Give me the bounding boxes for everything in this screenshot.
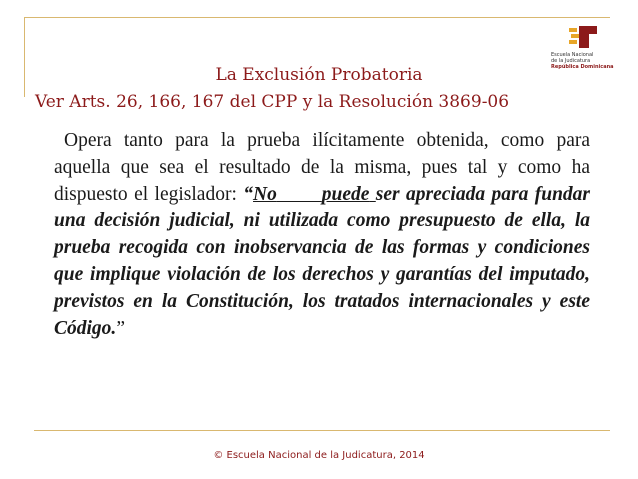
quote-underlined-word-2: puede bbox=[321, 183, 370, 205]
logo-line-2: de la Judicatura bbox=[551, 58, 591, 65]
quote-close-mark: ” bbox=[116, 317, 125, 339]
slide-subtitle: Ver Arts. 26, 166, 167 del CPP y la Resolución 3869-06 bbox=[35, 92, 510, 112]
body-plain-text: Opera tanto para la prueba ilícitamente obtenida, como para aquella que sea el resultado de la misma, pues tal y como ha dispuesto el legislador: bbox=[54, 130, 590, 205]
quote-open-mark: “ bbox=[243, 183, 254, 205]
logo-line-3: República Dominicana bbox=[551, 64, 614, 71]
quote-rest-text: ser apreciada para fundar una decisión judicial, ni utilizada como presupuesto de ella, la prueba recogida con inobservancia de las formas y condiciones que implique violación de los derechos y garantías del imputado, previstos en la Constitución, los tratados internacionales y este Código. bbox=[54, 183, 591, 339]
footer-copyright: © Escuela Nacional de la Judicatura, 2014 bbox=[213, 450, 425, 461]
logo-mark-icon bbox=[569, 26, 599, 50]
legal-quote bbox=[54, 184, 590, 339]
slide-title: La Exclusión Probatoria bbox=[215, 65, 423, 85]
bottom-rule bbox=[34, 430, 610, 431]
quote-underlined-word-1: No bbox=[253, 183, 277, 205]
body-paragraph bbox=[54, 128, 590, 342]
top-rule bbox=[24, 17, 610, 18]
logo-line-1: Escuela Nacional bbox=[551, 52, 594, 58]
